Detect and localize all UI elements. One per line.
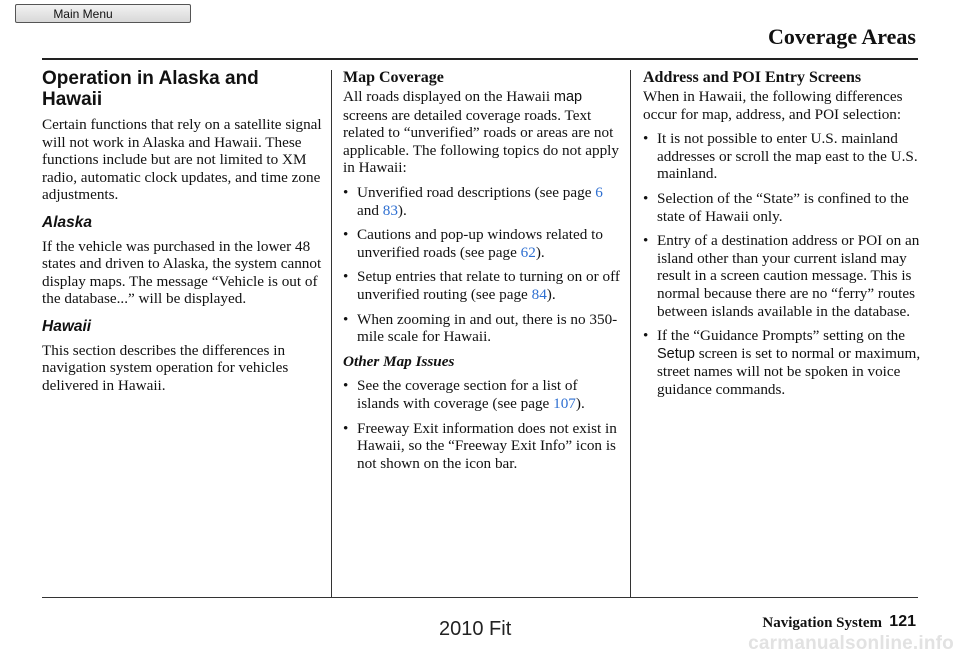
subheading-other-map-issues: Other Map Issues (343, 352, 455, 370)
vehicle-model: 2010 Fit (439, 618, 512, 640)
alaska-paragraph: If the vehicle was purchased in the lower 48 states and driven to Alaska, the system cannot display maps. The message “Vehicle is out of the database...” will be displayed. (42, 237, 322, 308)
page-link-6[interactable]: 6 (595, 183, 603, 201)
list-item: • When zooming in and out, there is no 350-mile scale for Hawaii. (343, 310, 618, 346)
heading-map-coverage: Map Coverage (343, 69, 444, 86)
column-map-coverage (343, 68, 621, 479)
list-item: • Unverified road descriptions (see page 6 and 83). (343, 183, 603, 219)
column-address-poi (643, 68, 923, 406)
list-item: • Entry of a destination address or POI on an island other than your current island may result in a screen caution message. This is normal because there are no “ferry” routes between islands available in the database. (643, 232, 920, 320)
map-coverage-intro: All roads displayed on the Hawaii map screens are detailed coverage roads. Text related to “unverified” roads or areas are not applicable. The following topics do not apply in Hawaii: (343, 88, 619, 177)
list-item: • Setup entries that relate to turning on or off unverified routing (see page 84). (343, 268, 620, 303)
list-item: • Freeway Exit information does not exist in Hawaii, so the “Freeway Exit Info” icon is not shown on the icon bar. (343, 419, 617, 472)
list-item: • If the “Guidance Prompts” setting on the Setup screen is set to normal or maximum, street names will not be spoken in voice guidance commands. (643, 327, 921, 398)
address-poi-intro: When in Hawaii, the following differences occur for map, address, and POI selection: (643, 88, 903, 123)
page-link-107[interactable]: 107 (553, 394, 576, 412)
watermark: carmanualsonline.info (748, 633, 954, 654)
subheading-alaska: Alaska (42, 213, 92, 231)
main-menu-button[interactable]: Main Menu (15, 4, 191, 23)
page-number: 121 (889, 613, 916, 630)
page-section-title: Coverage Areas (767, 24, 916, 49)
column-divider-1 (331, 70, 332, 598)
intro-paragraph: Certain functions that rely on a satellite signal will not work in Alaska and Hawaii. These functions include but are not limited to XM radio, automatic clock updates, and time zone adjustments. (42, 116, 322, 204)
header-rule (42, 58, 918, 60)
footer-label: Navigation System (762, 615, 882, 631)
page-link-84[interactable]: 84 (531, 285, 547, 303)
column-alaska-hawaii (42, 68, 322, 401)
heading-address-poi: Address and POI Entry Screens (643, 69, 862, 86)
list-item: • Cautions and pop-up windows related to unverified roads (see page 62). (343, 226, 603, 261)
footer-rule (42, 597, 918, 598)
page-link-62[interactable]: 62 (520, 243, 536, 261)
column-divider-2 (630, 70, 631, 598)
section-heading-alaska-hawaii: Operation in Alaska and Hawaii (42, 68, 259, 110)
page-link-83[interactable]: 83 (382, 201, 398, 219)
subheading-hawaii: Hawaii (42, 317, 92, 335)
list-item: • Selection of the “State” is confined to the state of Hawaii only. (643, 189, 909, 225)
list-item: • It is not possible to enter U.S. mainland addresses or scroll the map east to the U.S. mainland. (643, 130, 918, 183)
hawaii-paragraph: This section describes the differences in navigation system operation for vehicles delivered in Hawaii. (42, 341, 289, 394)
list-item: • See the coverage section for a list of islands with coverage (see page 107). (343, 377, 585, 412)
